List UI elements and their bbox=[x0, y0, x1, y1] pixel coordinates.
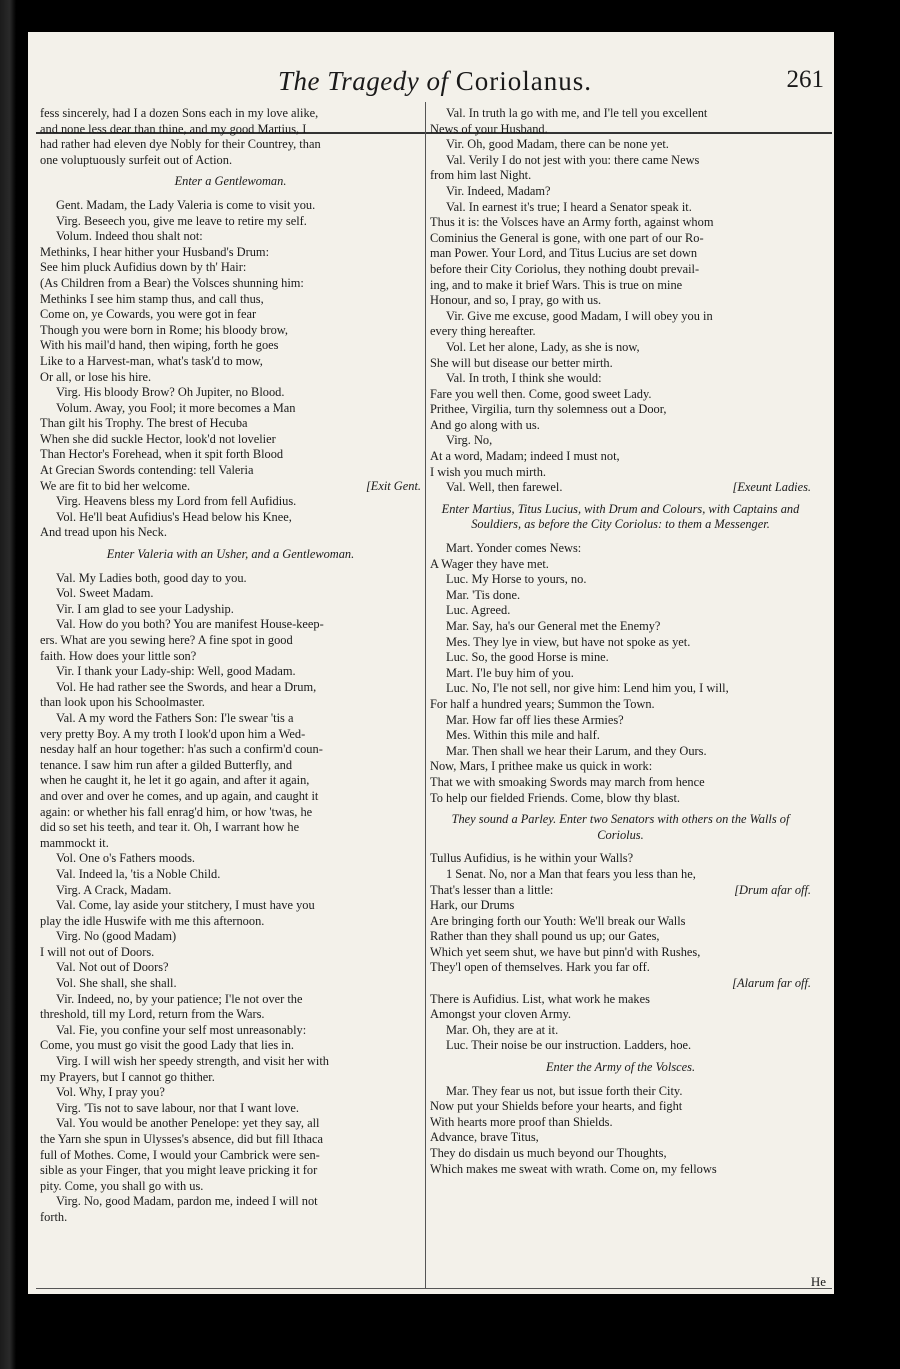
line-text: Mar. Then shall we hear their Larum, and they Ours. bbox=[446, 743, 707, 758]
text-line bbox=[40, 1132, 421, 1148]
text-line bbox=[40, 695, 421, 711]
text-line bbox=[430, 324, 811, 340]
text-line bbox=[40, 649, 421, 665]
text-line bbox=[430, 713, 811, 729]
line-text: See him pluck Aufidius down by th' Hair: bbox=[40, 260, 247, 275]
line-text: Methinks, I hear hither your Husband's Drum: bbox=[40, 244, 270, 259]
text-line bbox=[430, 650, 811, 666]
line-text: They sound a Parley. Enter two Senators with others on the Walls of Coriolus. bbox=[451, 812, 790, 842]
text-line bbox=[430, 106, 811, 122]
title-prefix: The Tragedy of bbox=[278, 66, 449, 96]
line-text: That's lesser than a little: bbox=[430, 882, 554, 897]
line-text: Virg. I will wish her speedy strength, and visit her with bbox=[56, 1054, 329, 1069]
line-text: Than Hector's Forehead, when it spit forth Blood bbox=[40, 447, 284, 462]
text-line bbox=[430, 914, 811, 930]
line-text: Vir. Indeed, no, by your patience; I'le not over the bbox=[56, 991, 303, 1006]
text-line bbox=[430, 215, 811, 231]
line-text: Val. You would be another Penelope: yet they say, all bbox=[56, 1116, 320, 1131]
text-line bbox=[430, 1162, 811, 1178]
text-line bbox=[40, 1210, 421, 1226]
line-text: than look upon his Schoolmaster. bbox=[40, 695, 205, 710]
text-line bbox=[40, 898, 421, 914]
line-text: every thing hereafter. bbox=[430, 324, 536, 339]
text-line bbox=[40, 260, 421, 276]
line-text: Val. In earnest it's true; I heard a Senator speak it. bbox=[446, 199, 692, 214]
text-line bbox=[430, 1084, 811, 1100]
text-line bbox=[40, 198, 421, 214]
line-text: Or all, or lose his hire. bbox=[40, 369, 152, 384]
line-text: At a word, Madam; indeed I must not, bbox=[430, 449, 620, 464]
line-text: A Wager they have met. bbox=[430, 556, 549, 571]
line-text: Which makes me sweat with wrath. Come on, my fellows bbox=[430, 1161, 717, 1176]
line-text: Mar. 'Tis done. bbox=[446, 587, 521, 602]
line-text: Vir. I am glad to see your Ladyship. bbox=[56, 601, 234, 616]
exit-direction: [Drum afar off. bbox=[734, 882, 811, 897]
text-line bbox=[430, 340, 811, 356]
text-line bbox=[430, 200, 811, 216]
line-text: pity. Come, you shall go with us. bbox=[40, 1178, 204, 1193]
text-line bbox=[40, 447, 421, 463]
text-line bbox=[430, 231, 811, 247]
text-line bbox=[430, 402, 811, 418]
line-text: Now put your Shields before your hearts, and fight bbox=[430, 1099, 683, 1114]
line-text: Mart. Yonder comes News: bbox=[446, 541, 582, 556]
text-line bbox=[430, 960, 811, 976]
text-line bbox=[40, 758, 421, 774]
line-text: the Yarn she spun in Ulysses's absence, did but fill Ithaca bbox=[40, 1132, 324, 1146]
line-text: very pretty Boy. A my troth I look'd upon him a Wed- bbox=[40, 726, 306, 741]
text-line bbox=[430, 929, 811, 945]
line-text: threshold, till my Lord, return from the Wars. bbox=[40, 1007, 265, 1022]
line-text: Tullus Aufidius, is he within your Walls? bbox=[430, 851, 634, 866]
line-text: Mes. Within this mile and half. bbox=[446, 728, 600, 743]
line-text: Vir. Indeed, Madam? bbox=[446, 183, 551, 198]
line-text: Thus it is: the Volsces have an Army forth, against whom bbox=[430, 215, 714, 230]
text-line bbox=[40, 602, 421, 618]
text-line bbox=[430, 867, 811, 883]
line-text: Mar. They fear us not, but issue forth their City. bbox=[446, 1083, 683, 1098]
text-line bbox=[430, 137, 811, 153]
text-line bbox=[40, 1194, 421, 1210]
line-text: Honour, and so, I pray, go with us. bbox=[430, 293, 602, 308]
line-text: Enter Martius, Titus Lucius, with Drum and Colours, with Captains and Souldiers, as before the City Coriolus: to them a Messenger. bbox=[441, 501, 800, 532]
text-line bbox=[40, 836, 421, 852]
bottom-rule bbox=[36, 1288, 832, 1289]
line-text: Gent. Madam, the Lady Valeria is come to visit you. bbox=[56, 197, 316, 212]
line-text: Virg. His bloody Brow? Oh Jupiter, no Blood. bbox=[56, 385, 285, 400]
text-line bbox=[430, 153, 811, 169]
line-text: man Power. Your Lord, and Titus Lucius are set down bbox=[430, 246, 698, 261]
line-text: At Grecian Swords contending: tell Valeria bbox=[40, 463, 254, 478]
line-text: Val. Come, lay aside your stitchery, I must have you bbox=[56, 898, 315, 913]
text-line bbox=[430, 635, 811, 651]
text-line bbox=[430, 1130, 811, 1146]
line-text: Mar. Oh, they are at it. bbox=[446, 1022, 559, 1037]
text-line bbox=[430, 603, 811, 619]
exit-direction: [Exeunt Ladies. bbox=[732, 480, 811, 495]
text-line bbox=[40, 494, 421, 510]
text-line bbox=[430, 775, 811, 791]
text-line bbox=[430, 418, 811, 434]
line-text: Advance, brave Titus, bbox=[430, 1130, 539, 1145]
text-line bbox=[40, 401, 421, 417]
line-text: Like to a Harvest-man, what's task'd to mow, bbox=[40, 353, 263, 368]
text-line bbox=[430, 976, 811, 992]
line-text: She will but disease our better mirth. bbox=[430, 355, 613, 370]
line-text: And go along with us. bbox=[430, 417, 540, 432]
page-number: 261 bbox=[786, 66, 824, 93]
line-text: Val. Fie, you confine your self most unreasonably: bbox=[56, 1022, 307, 1037]
text-line bbox=[40, 711, 421, 727]
text-line bbox=[40, 510, 421, 526]
text-line bbox=[430, 759, 811, 775]
text-line bbox=[40, 664, 421, 680]
text-line bbox=[40, 851, 421, 867]
text-line bbox=[430, 246, 811, 262]
text-line bbox=[430, 898, 811, 914]
text-line bbox=[430, 557, 811, 573]
text-line bbox=[40, 1007, 421, 1023]
text-line bbox=[40, 245, 421, 261]
text-line bbox=[430, 541, 811, 557]
line-text: Vol. She shall, she shall. bbox=[56, 976, 177, 991]
line-text: my Prayers, but I cannot go thither. bbox=[40, 1069, 215, 1084]
text-line bbox=[430, 791, 811, 807]
text-line bbox=[40, 976, 421, 992]
line-text: Vir. Oh, good Madam, there can be none yet. bbox=[446, 137, 669, 152]
text-line bbox=[430, 666, 811, 682]
text-line bbox=[40, 323, 421, 339]
text-line bbox=[430, 184, 811, 200]
line-text: again: or whether his fall enrag'd him, or how 'twas, he bbox=[40, 804, 313, 819]
line-text: Are bringing forth our Youth: We'll break our Walls bbox=[430, 913, 686, 928]
text-line bbox=[40, 1116, 421, 1132]
text-line bbox=[430, 744, 811, 760]
line-text: Fare you well then. Come, good sweet Lady. bbox=[430, 386, 652, 401]
line-text: did so set his teeth, and tear it. Oh, I warrant how he bbox=[40, 820, 300, 835]
text-line bbox=[430, 883, 811, 899]
text-line bbox=[430, 992, 811, 1008]
line-text: I wish you much mirth. bbox=[430, 464, 546, 479]
line-text: ing, and to make it brief Wars. This is true on mine bbox=[430, 277, 683, 292]
line-text: There is Aufidius. List, what work he makes bbox=[430, 991, 650, 1006]
text-line bbox=[40, 992, 421, 1008]
text-line bbox=[40, 945, 421, 961]
text-line bbox=[430, 1099, 811, 1115]
text-line bbox=[430, 356, 811, 372]
text-line bbox=[40, 586, 421, 602]
line-text: Volum. Away, you Fool; it more becomes a Man bbox=[56, 400, 296, 415]
line-text: Hark, our Drums bbox=[430, 898, 515, 913]
text-line bbox=[40, 137, 421, 153]
text-line bbox=[40, 122, 421, 138]
line-text: Luc. No, I'le not sell, nor give him: Lend him you, I will, bbox=[446, 681, 729, 696]
text-line bbox=[40, 1085, 421, 1101]
line-text: Val. In truth la go with me, and I'le tell you excellent bbox=[446, 106, 708, 120]
line-text: and none less dear than thine, and my good Martius, I bbox=[40, 121, 307, 136]
line-text: Than gilt his Trophy. The brest of Hecuba bbox=[40, 416, 248, 431]
text-line bbox=[40, 385, 421, 401]
text-line bbox=[40, 633, 421, 649]
text-line bbox=[40, 805, 421, 821]
line-text: Volum. Indeed thou shalt not: bbox=[56, 229, 203, 244]
text-line bbox=[40, 727, 421, 743]
exit-direction: [Alarum far off. bbox=[732, 976, 811, 991]
line-text: Cominius the General is gone, with one part of our Ro- bbox=[430, 230, 704, 245]
text-line bbox=[40, 773, 421, 789]
stage-direction bbox=[430, 502, 811, 533]
line-text: (As Children from a Bear) the Volsces shunning him: bbox=[40, 275, 304, 290]
text-line bbox=[40, 229, 421, 245]
text-line bbox=[40, 571, 421, 587]
title-play: Coriolanus. bbox=[455, 66, 593, 96]
line-text: Vol. Let her alone, Lady, as she is now, bbox=[446, 339, 640, 354]
text-line bbox=[430, 728, 811, 744]
text-line bbox=[40, 960, 421, 976]
line-text: Vol. Why, I pray you? bbox=[56, 1085, 165, 1100]
text-line bbox=[430, 309, 811, 325]
line-text: News of your Husband. bbox=[430, 121, 548, 136]
text-line bbox=[430, 480, 811, 496]
text-line bbox=[40, 1054, 421, 1070]
line-text: Mar. Say, ha's our General met the Enemy? bbox=[446, 619, 661, 633]
text-line bbox=[40, 463, 421, 479]
line-text: Come, you must go visit the good Lady that lies in. bbox=[40, 1038, 294, 1053]
text-line bbox=[40, 292, 421, 308]
text-line bbox=[40, 1179, 421, 1195]
previous-page-edge bbox=[0, 0, 16, 1369]
line-text: And tread upon his Neck. bbox=[40, 525, 167, 540]
line-text: before their City Coriolus, they nothing doubt prevail- bbox=[430, 261, 700, 276]
line-text: Virg. No (good Madam) bbox=[56, 929, 177, 944]
text-line bbox=[40, 354, 421, 370]
text-line bbox=[40, 479, 421, 495]
text-line bbox=[40, 1148, 421, 1164]
right-column bbox=[430, 106, 811, 1177]
text-line bbox=[40, 370, 421, 386]
line-text: tenance. I saw him run after a gilded Butterfly, and bbox=[40, 757, 293, 772]
text-line bbox=[430, 681, 811, 697]
book-page bbox=[28, 32, 834, 1294]
text-line bbox=[430, 262, 811, 278]
line-text: Methinks I see him stamp thus, and call thus, bbox=[40, 291, 264, 306]
line-text: Val. In troth, I think she would: bbox=[446, 371, 602, 386]
line-text: Virg. No, bbox=[446, 433, 493, 448]
text-line bbox=[40, 106, 421, 122]
text-line bbox=[430, 371, 811, 387]
text-line bbox=[40, 1070, 421, 1086]
line-text: Though you were born in Rome; his bloody brow, bbox=[40, 322, 289, 337]
stage-direction bbox=[430, 812, 811, 843]
line-text: Luc. Agreed. bbox=[446, 603, 511, 618]
line-text: Val. Not out of Doors? bbox=[56, 960, 169, 975]
line-text: Val. A my word the Fathers Son: I'le swear 'tis a bbox=[56, 710, 294, 725]
running-header bbox=[28, 66, 834, 106]
text-line bbox=[40, 1038, 421, 1054]
text-line bbox=[40, 214, 421, 230]
text-line bbox=[430, 465, 811, 481]
text-line bbox=[430, 1007, 811, 1023]
line-text: Val. Well, then farewel. bbox=[446, 480, 563, 495]
line-text: Val. Indeed la, 'tis a Noble Child. bbox=[56, 866, 221, 881]
line-text: ers. What are you sewing here? A fine spot in good bbox=[40, 633, 293, 647]
line-text: Come on, ye Cowards, you were got in fear bbox=[40, 307, 257, 322]
left-column bbox=[40, 106, 421, 1226]
line-text: when he caught it, he let it go again, and after it again, bbox=[40, 773, 310, 788]
line-text: play the idle Huswife with me this afternoon. bbox=[40, 913, 265, 928]
exit-direction: [Exit Gent. bbox=[365, 478, 421, 493]
text-line bbox=[430, 122, 811, 138]
text-line bbox=[430, 1023, 811, 1039]
text-line bbox=[40, 680, 421, 696]
text-line bbox=[40, 929, 421, 945]
line-text: faith. How does your little son? bbox=[40, 648, 197, 663]
line-text: They do disdain us much beyond our Thoughts, bbox=[430, 1146, 667, 1160]
text-line bbox=[40, 1101, 421, 1117]
text-line bbox=[430, 1115, 811, 1131]
line-text: Prithee, Virgilia, turn thy solemness out a Door, bbox=[430, 402, 667, 417]
line-text: and over and over he comes, and up again, and caught it bbox=[40, 788, 319, 803]
line-text: Vol. He had rather see the Swords, and hear a Drum, bbox=[56, 679, 317, 694]
text-line bbox=[430, 588, 811, 604]
line-text: Enter a Gentlewoman. bbox=[174, 174, 287, 189]
text-line bbox=[40, 1163, 421, 1179]
line-text: 1 Senat. No, nor a Man that fears you less than he, bbox=[446, 866, 696, 881]
line-text: Amongst your cloven Army. bbox=[430, 1007, 571, 1022]
line-text: Virg. Heavens bless my Lord from fell Aufidius. bbox=[56, 494, 297, 509]
text-line bbox=[40, 1023, 421, 1039]
line-text: We are fit to bid her welcome. bbox=[40, 478, 191, 493]
line-text: Vol. One o's Fathers moods. bbox=[56, 851, 195, 866]
text-line bbox=[430, 278, 811, 294]
line-text: Now, Mars, I prithee make us quick in work: bbox=[430, 759, 653, 774]
line-text: Vir. I thank your Lady-ship: Well, good Madam. bbox=[56, 664, 296, 679]
line-text: fess sincerely, had I a dozen Sons each in my love alike, bbox=[40, 106, 319, 120]
text-line bbox=[40, 525, 421, 541]
line-text: Virg. Beseech you, give me leave to retire my self. bbox=[56, 213, 307, 228]
line-text: sible as your Finger, that you might leave pricking it for bbox=[40, 1163, 318, 1178]
text-line bbox=[40, 307, 421, 323]
text-line bbox=[40, 153, 421, 169]
text-line bbox=[430, 851, 811, 867]
line-text: Vol. He'll beat Aufidius's Head below his Knee, bbox=[56, 509, 292, 524]
line-text: Luc. So, the good Horse is mine. bbox=[446, 650, 609, 665]
line-text: Virg. 'Tis not to save labour, nor that I want love. bbox=[56, 1100, 299, 1115]
line-text: Luc. My Horse to yours, no. bbox=[446, 572, 587, 587]
line-text: When she did suckle Hector, look'd not lovelier bbox=[40, 431, 276, 446]
line-text: Virg. No, good Madam, pardon me, indeed I will not bbox=[56, 1194, 318, 1209]
line-text: They'l open of themselves. Hark you far off. bbox=[430, 960, 650, 975]
line-text: Val. My Ladies both, good day to you. bbox=[56, 570, 247, 585]
line-text: For half a hundred years; Summon the Town. bbox=[430, 696, 655, 711]
text-line bbox=[40, 820, 421, 836]
text-line bbox=[430, 945, 811, 961]
line-text: That we with smoaking Swords may march from hence bbox=[430, 774, 705, 789]
column-rule bbox=[425, 102, 426, 1288]
line-text: one voluptuously surfeit out of Action. bbox=[40, 152, 233, 167]
text-line bbox=[430, 293, 811, 309]
catchword: He bbox=[810, 1274, 826, 1289]
line-text: mammockt it. bbox=[40, 835, 109, 850]
text-line bbox=[40, 276, 421, 292]
text-line bbox=[40, 617, 421, 633]
text-line bbox=[430, 168, 811, 184]
stage-direction bbox=[40, 547, 421, 563]
text-line bbox=[430, 433, 811, 449]
line-text: Rather than they shall pound us up; our Gates, bbox=[430, 929, 660, 944]
text-line bbox=[430, 449, 811, 465]
stage-direction bbox=[40, 174, 421, 190]
line-text: Vol. Sweet Madam. bbox=[56, 586, 154, 601]
text-line bbox=[430, 697, 811, 713]
line-text: nesday half an hour together: h'as such a confirm'd coun- bbox=[40, 742, 323, 757]
line-text: I will not out of Doors. bbox=[40, 944, 155, 959]
line-text: forth. bbox=[40, 1209, 68, 1224]
line-text: Enter the Army of the Volsces. bbox=[545, 1060, 696, 1075]
line-text: full of Mothes. Come, I would your Cambrick were sen- bbox=[40, 1147, 320, 1162]
line-text: Val. Verily I do not jest with you: there came News bbox=[446, 152, 700, 167]
line-text: Luc. Their noise be our instruction. Ladders, hoe. bbox=[446, 1038, 692, 1053]
text-line bbox=[430, 1146, 811, 1162]
line-text: Vir. Give me excuse, good Madam, I will obey you in bbox=[446, 308, 713, 323]
line-text: from him last Night. bbox=[430, 168, 532, 183]
line-text: Mes. They lye in view, but have not spoke as yet. bbox=[446, 634, 691, 649]
text-line bbox=[40, 742, 421, 758]
text-line bbox=[40, 432, 421, 448]
line-text: To help our fielded Friends. Come, blow thy blast. bbox=[430, 790, 681, 805]
line-text: With hearts more proof than Shields. bbox=[430, 1114, 613, 1129]
line-text: With his mail'd hand, then wiping, forth he goes bbox=[40, 338, 279, 353]
text-line bbox=[40, 789, 421, 805]
line-text: Mar. How far off lies these Armies? bbox=[446, 712, 624, 727]
text-line bbox=[40, 914, 421, 930]
text-line bbox=[430, 619, 811, 635]
line-text: Val. How do you both? You are manifest House-keep- bbox=[56, 617, 324, 632]
running-title bbox=[278, 66, 592, 97]
line-text: had rather had eleven dye Nobly for their Countrey, than bbox=[40, 137, 321, 152]
text-line bbox=[430, 1038, 811, 1054]
text-line bbox=[40, 416, 421, 432]
line-text: Mart. I'le buy him of you. bbox=[446, 665, 574, 680]
text-line bbox=[430, 572, 811, 588]
text-line bbox=[430, 387, 811, 403]
line-text: Which yet seem shut, we have but pinn'd with Rushes, bbox=[430, 944, 701, 959]
text-line bbox=[40, 338, 421, 354]
line-text: Virg. A Crack, Madam. bbox=[56, 882, 172, 897]
text-line bbox=[40, 883, 421, 899]
text-line bbox=[40, 867, 421, 883]
line-text: Enter Valeria with an Usher, and a Gentlewoman. bbox=[106, 547, 355, 562]
stage-direction bbox=[430, 1060, 811, 1076]
